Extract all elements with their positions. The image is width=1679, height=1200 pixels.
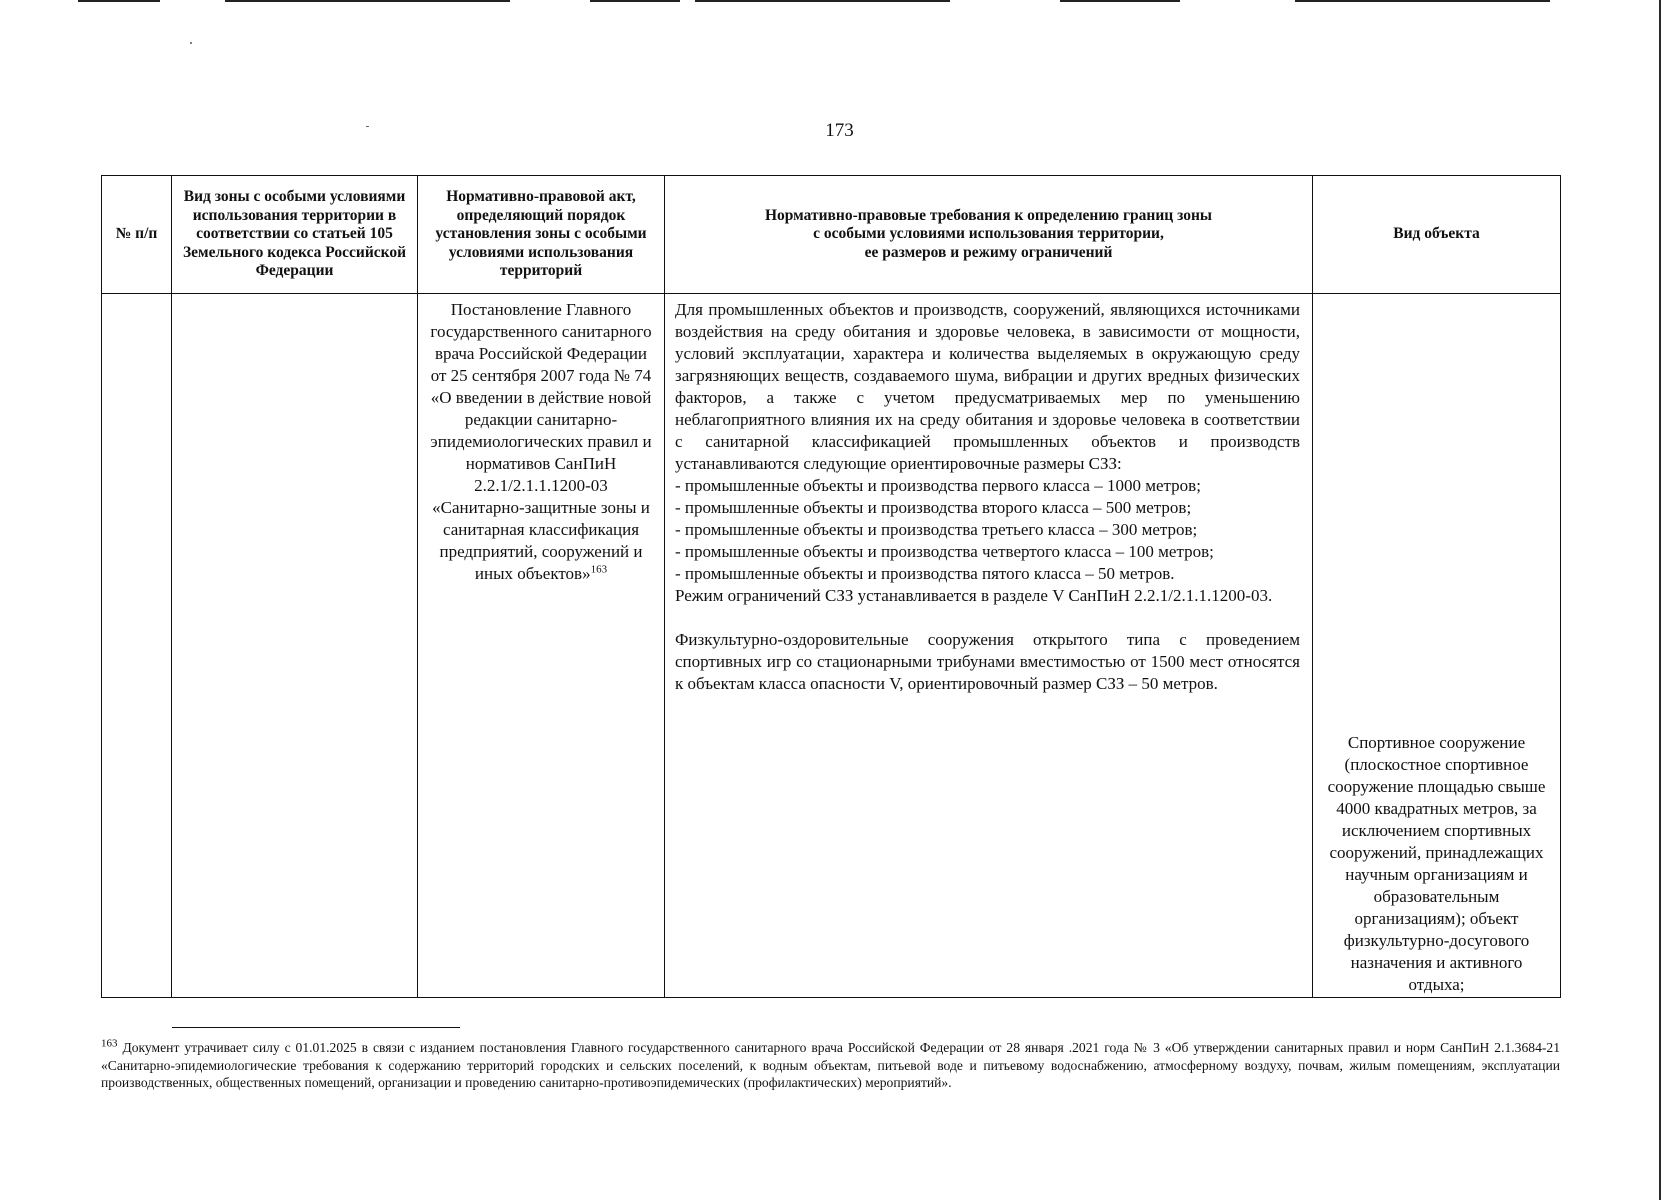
page-number: 173: [825, 120, 854, 141]
requirements-item: - промышленные объекты и производства второго класса – 500 метров;: [675, 498, 1192, 517]
cell-object-type: [1313, 294, 1561, 998]
footnote-separator: [172, 1027, 460, 1028]
header-requirements-line: с особыми условиями использования территории,: [813, 225, 1164, 243]
cell-zone-type: [172, 294, 418, 998]
cell-legal-act: [418, 294, 665, 998]
header-number: № п/п: [102, 176, 172, 294]
footnote-number: 163: [101, 1037, 118, 1050]
table-row: [102, 294, 1561, 998]
requirements-item: - промышленные объекты и производства первого класса – 1000 метров;: [675, 476, 1201, 495]
requirements-sport: Физкультурно-оздоровительные сооружения открытого типа с проведением спортивных игр со стационарными трибунами вместимостью от 1500 мест относятся к объектам класса опасности V, ориентировочный размер СЗЗ – 50 метров.: [675, 630, 1300, 693]
footnote: [101, 1039, 1560, 1092]
table-header-row: [102, 176, 1561, 294]
scan-speck: [190, 42, 192, 44]
requirements-regime: Режим ограничений СЗЗ устанавливается в разделе V СанПиН 2.2.1/2.1.1.1200-03.: [675, 586, 1273, 605]
legal-act-text: Постановление Главного государственного санитарного врача Российской Федерации от 25 сентября 2007 года № 74 «О введении в действие новой редакции санитарно-эпидемиологических правил и нормативов СанПиН 2.2.1/2.1.1.1200-03 «Санитарно-защитные зоны и санитарная классификация предприятий, сооружений и иных объектов»: [430, 300, 652, 583]
requirements-intro: Для промышленных объектов и производств, сооружений, являющихся источниками воздействия на среду обитания и здоровье человека, в зависимости от мощности, условий эксплуатации, характера и количества выделяемых в окружающую среду загрязняющих веществ, создаваемого шума, вибрации и других вредных физических факторов, а также с учетом предусматриваемых мер по уменьшению неблагоприятного влияния их на среду обитания и здоровье человека в соответствии с санитарной классификацией промышленных объектов и производств устанавливаются следующие ориентировочные размеры СЗЗ:: [675, 300, 1300, 473]
scan-right-edge: [1659, 0, 1661, 1200]
requirements-item: - промышленные объекты и производства третьего класса – 300 метров;: [675, 520, 1198, 539]
cell-number: [102, 294, 172, 998]
header-requirements: [665, 176, 1313, 294]
header-legal-act: Нормативно-правовой акт, определяющий порядок установления зоны с особыми условиями использования территорий: [418, 176, 665, 294]
header-requirements-line: Нормативно-правовые требования к определению границ зоны: [764, 206, 1213, 224]
requirements-item: - промышленные объекты и производства четвертого класса – 100 метров;: [675, 542, 1214, 561]
header-requirements-line: ее размеров и режиму ограничений: [864, 243, 1113, 261]
header-zone-type: Вид зоны с особыми условиями использования территории в соответствии со статьей 105 Земельного кодекса Российской Федерации: [172, 176, 418, 294]
footnote-text: Документ утрачивает силу с 01.01.2025 в связи с изданием постановления Главного государственного санитарного врача Российской Федерации от 28 января .2021 года № 3 «Об утверждении санитарных правил и норм СанПиН 2.1.3684-21 «Санитарно-эпидемиологические требования к содержанию территорий городских и сельских поселений, к водным объектам, питьевой воде и питьевому водоснабжению, атмосферному воздуху, почвам, жилым помещениям, эксплуатации производственных, общественных помещений, организации и проведению санитарно-противоэпидемических (профилактических) мероприятий».: [101, 1040, 1560, 1090]
scan-top-edge: [0, 0, 1679, 3]
footnote-reference[interactable]: 163: [590, 563, 608, 576]
header-object-type: Вид объекта: [1313, 176, 1561, 294]
cell-requirements: [665, 294, 1313, 998]
legal-act-text-block: [418, 294, 664, 585]
zone-requirements-table: [101, 175, 1561, 998]
requirements-item: - промышленные объекты и производства пятого класса – 50 метров.: [675, 564, 1175, 583]
requirements-text-block: [665, 294, 1312, 695]
object-type-text: Спортивное сооружение (плоскостное спортивное сооружение площадью свыше 4000 квадратных метров, за исключением спортивных сооружений, принадлежащих научным организациям и образовательным организациям); объект физкультурно-досугового назначения и активного отдыха;: [1327, 733, 1546, 994]
